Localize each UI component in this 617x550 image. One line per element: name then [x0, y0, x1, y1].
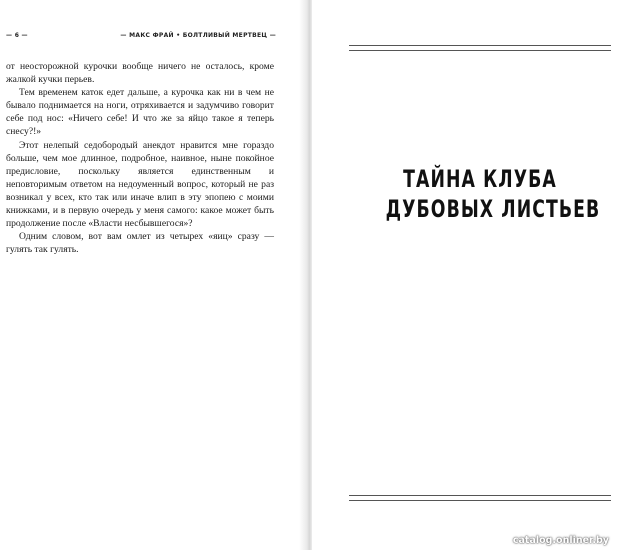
running-head — [6, 32, 276, 44]
bottom-double-rule — [349, 495, 611, 501]
paragraph: от неосторожной курочки вообще ничего не осталось, кроме жалкой кучки перьев. — [6, 61, 274, 86]
right-page — [312, 0, 617, 550]
body-text — [6, 60, 274, 256]
top-double-rule — [349, 45, 611, 51]
paragraph: Одним словом, вот вам омлет из четырех «яиц» сразу — гулять так гулять. — [6, 231, 274, 256]
chapter-title-line: ТАЙНА КЛУБА — [403, 165, 557, 193]
running-head-title: — МАКС ФРАЙ • БОЛТЛИВЫЙ МЕРТВЕЦ — — [120, 32, 276, 39]
left-page — [0, 0, 305, 550]
paragraph: Тем временем каток едет дальше, а курочка как ни в чем не бывало поднимается на ноги, отряхивается и задумчиво говорит себе под нос: «Ничего себе! И что же за яйцо такое я теперь снесу?!» — [6, 87, 274, 138]
page-number: — 6 — — [6, 32, 28, 39]
chapter-title-line: ДУБОВЫХ ЛИСТЬЕВ — [385, 195, 601, 223]
chapter-title — [385, 164, 601, 224]
watermark: catalog.onliner.by — [512, 535, 609, 546]
paragraph: Этот нелепый седобородый анекдот нравится мне гораздо больше, чем мое длинное, подробное, наивное, ныне покойное предисловие, поскольку является единственным и неповторимым ответом на недоуменный вопрос, который не раз возникал у всех, кто так или иначе влип в эту эпопею с моими книжками, и в первую очередь у меня самого: какое может быть продолжение после «Власти несбывшегося»? — [6, 139, 274, 230]
